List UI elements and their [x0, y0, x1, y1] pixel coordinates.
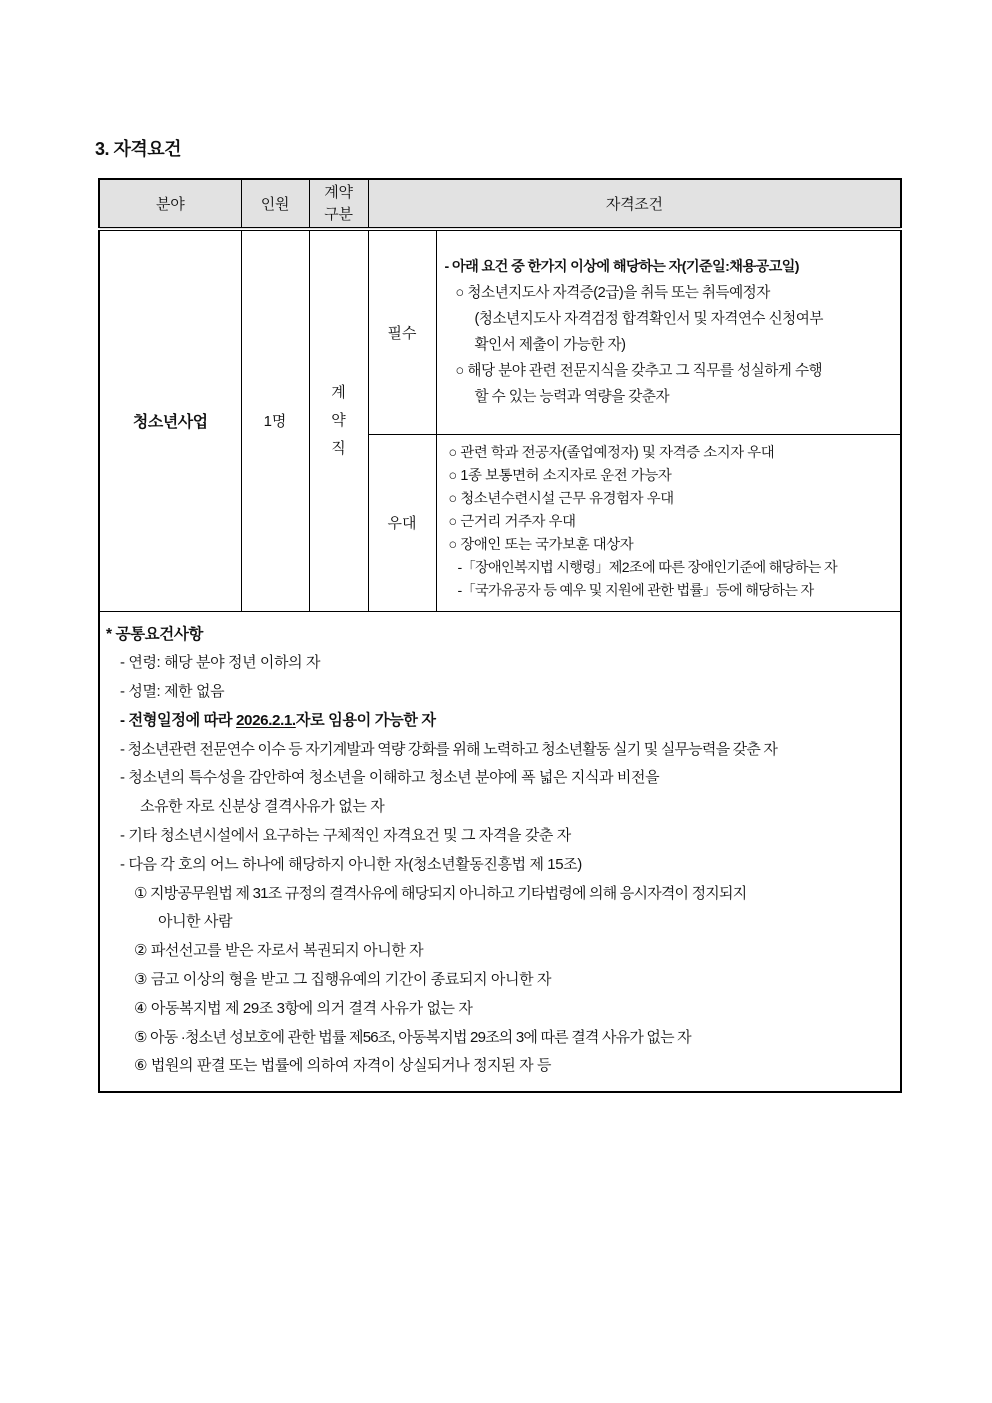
col-header-field	[99, 179, 241, 229]
preferred-line-4: ○ 근거리 거주자 우대	[448, 514, 576, 530]
qualification-table	[98, 178, 902, 1093]
field-value: 청소년사업	[132, 414, 208, 432]
headcount-value: 1명	[263, 413, 287, 431]
disqualification-item-3: ③ 금고 이상의 형을 받고 그 집행유예의 기간이 종료되지 아니한 자	[134, 971, 552, 989]
disqualification-item-5: ⑤ 아동 ·청소년 성보호에 관한 법률 제56조, 아동복지법 29조의 3에 따른 결격 사유가 없는 자	[134, 1028, 691, 1046]
common-title: * 공통요건사항	[106, 625, 203, 643]
required-line-5: 할 수 있는 능력과 역량을 갖춘자	[474, 389, 670, 406]
preferred-subline-1: -「장애인복지법 시행령」제2조에 따른 장애인기준에 해당하는 자	[457, 560, 838, 576]
preferred-line-1: ○ 관련 학과 전공자(졸업예정자) 및 자격증 소지자 우대	[448, 445, 775, 461]
col-header-field-label: 분야	[156, 196, 185, 213]
disqualification-item-1-line-2: 아니한 사람	[158, 913, 233, 931]
common-facility-line: - 기타 청소년시설에서 요구하는 구체적인 자격요건 및 그 자격을 갖춘 자	[120, 827, 571, 845]
preferred-line-5: ○ 장애인 또는 국가보훈 대상자	[448, 537, 634, 553]
disqualification-item-4: ④ 아동복지법 제 29조 3항에 의거 결격 사유가 없는 자	[134, 999, 473, 1017]
section-title: 3. 자격요건	[95, 139, 182, 159]
common-training-line: - 청소년관련 전문연수 이수 등 자기계발과 역량 강화를 위해 노력하고 청소년활동 실기 및 실무능력을 갖춘 자	[120, 740, 778, 758]
col-header-contract-label: 계약구분	[324, 183, 353, 223]
contract-value: 계약직	[331, 384, 346, 457]
common-disqualification-head: - 다음 각 호의 어느 하나에 해당하지 아니한 자(청소년활동진흥법 제 15조)	[120, 855, 582, 873]
common-requirements-row	[99, 611, 901, 1092]
common-age-line: - 연령: 해당 분야 정년 이하의 자	[120, 654, 321, 672]
common-requirements-cell	[99, 611, 901, 1092]
required-line-3: 확인서 제출이 가능한 자)	[474, 337, 626, 354]
required-label: 필수	[387, 324, 417, 342]
common-understanding-line-2: 소유한 자로 신분상 결격사유가 없는 자	[140, 798, 385, 816]
appointment-prefix: - 전형일정에 따라	[120, 711, 237, 729]
common-gender-line: - 성멸: 제한 없음	[120, 683, 225, 701]
preferred-subline-2: -「국가유공자 등 예우 및 지원에 관한 법률」등에 해당하는 자	[457, 583, 814, 599]
required-row	[99, 229, 901, 434]
field-cell	[99, 229, 241, 611]
required-line-4: ○ 해당 분야 관련 전문지식을 갖추고 그 직무를 성실하게 수행	[455, 363, 823, 380]
table-header-row	[99, 179, 901, 229]
preferred-line-2: ○ 1종 보통면허 소지자로 운전 가능자	[448, 468, 672, 484]
col-header-contract	[309, 179, 368, 229]
disqualification-item-1-line-1: ① 지방공무원법 제 31조 규정의 결격사유에 해당되지 아니하고 기타법령에 의해 응시자격이 정지되지	[134, 884, 747, 902]
contract-cell	[309, 229, 368, 611]
headcount-cell	[241, 229, 309, 611]
disqualification-item-6: ⑥ 법원의 판결 또는 법률에 의하여 자격이 상실되거나 정지된 자 등	[134, 1057, 552, 1075]
preferred-label: 우대	[387, 515, 417, 532]
col-header-headcount-label: 인원	[260, 196, 290, 213]
disqualification-item-2: ② 파선선고를 받은 자로서 복권되지 아니한 자	[134, 942, 424, 960]
appointment-suffix: 자로 임용이 가능한 자	[295, 711, 436, 729]
col-header-qualification-label: 자격조건	[605, 196, 663, 213]
preferred-line-3: ○ 청소년수련시설 근무 유경험자 우대	[448, 491, 674, 507]
required-line-1: ○ 청소년지도사 자격증(2급)을 취득 또는 취득예정자	[455, 285, 770, 302]
required-lead-line: - 아래 요건 중 한가지 이상에 해당하는 자(기준일:채용공고일)	[444, 259, 799, 276]
required-line-2: (청소년지도사 자격검정 합격확인서 및 자격연수 신청여부	[474, 311, 823, 328]
col-header-qualification	[368, 179, 901, 229]
preferred-content-cell	[436, 434, 901, 611]
col-header-headcount	[241, 179, 309, 229]
preferred-label-cell	[368, 434, 436, 611]
appointment-date: 2026.2.1.	[236, 711, 296, 729]
required-content-cell	[436, 229, 901, 434]
common-appointment-line	[120, 707, 892, 736]
required-label-cell	[368, 229, 436, 434]
common-understanding-line-1: - 청소년의 특수성을 감안하여 청소년을 이해하고 청소년 분야에 폭 넓은 지식과 비전을	[120, 769, 660, 787]
